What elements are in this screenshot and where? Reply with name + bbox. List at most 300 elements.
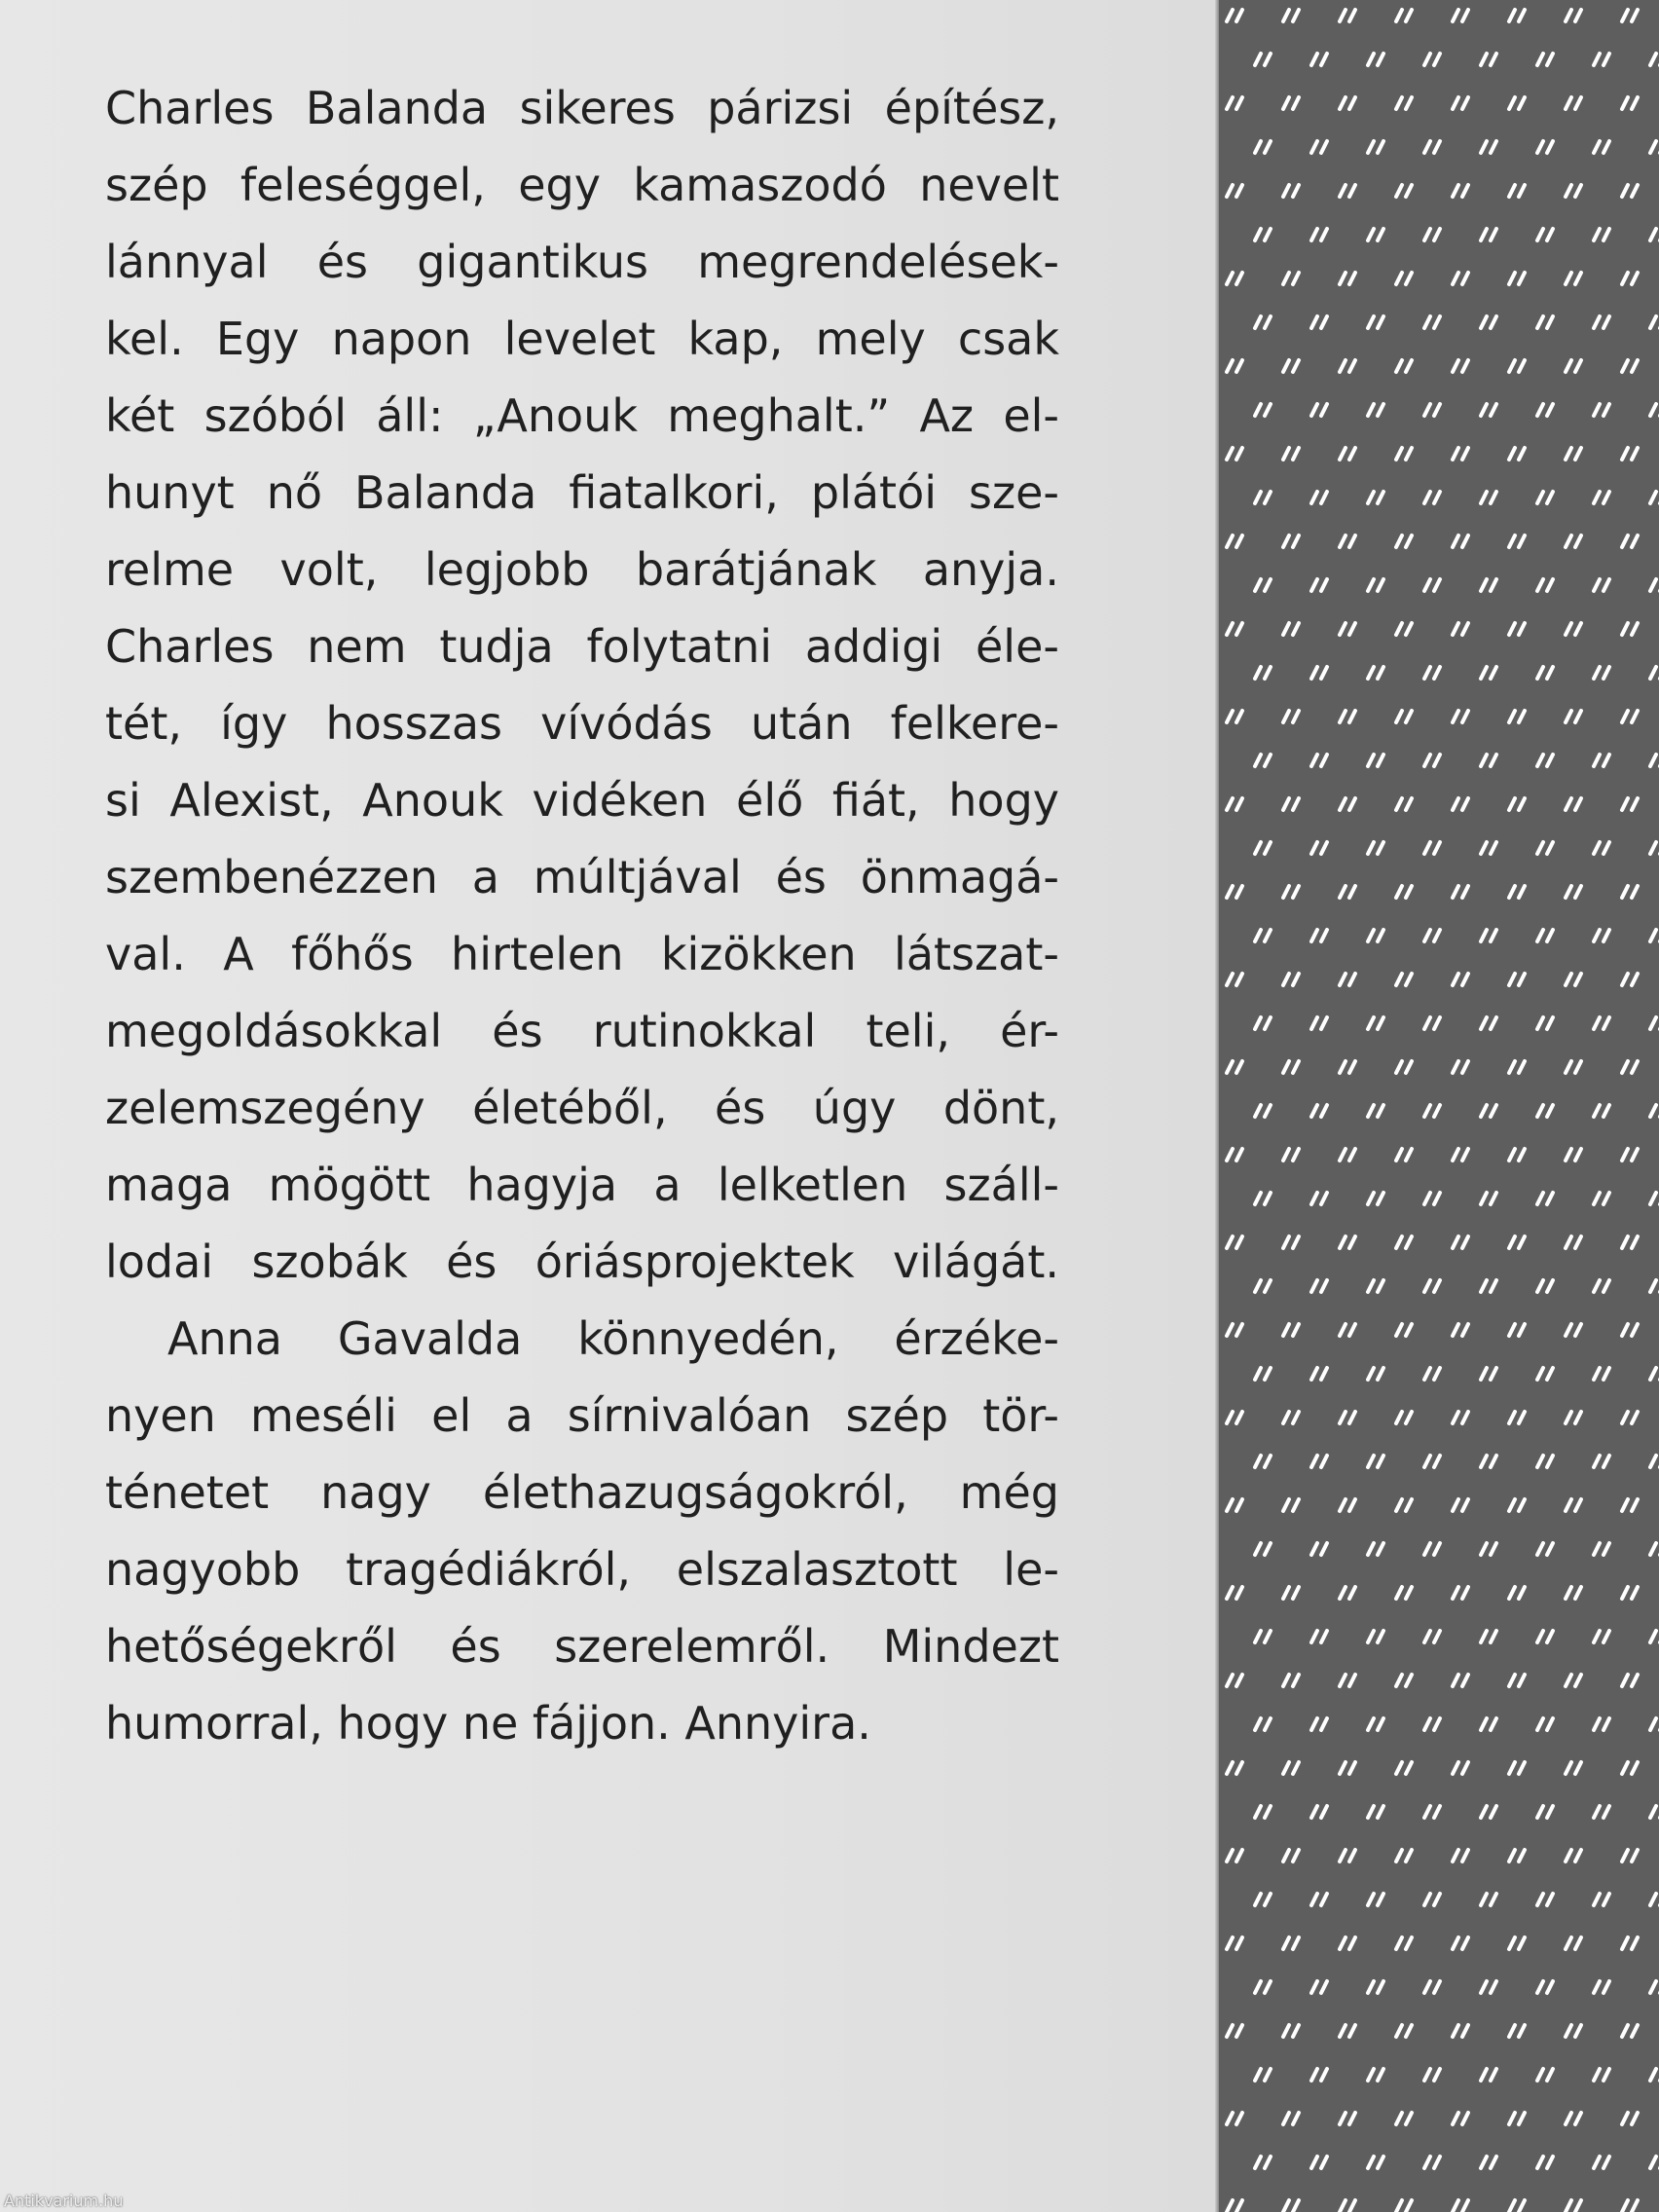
quote-mark-glyph <box>1650 141 1659 153</box>
quote-mark-glyph <box>1622 1937 1638 1949</box>
quote-mark-glyph <box>1650 755 1659 766</box>
quote-mark-glyph <box>1255 1718 1271 1730</box>
quote-mark-glyph <box>1368 404 1383 416</box>
quote-mark-glyph <box>1594 1456 1609 1467</box>
quote-mark-glyph <box>1537 229 1553 240</box>
quote-mark-glyph <box>1255 930 1271 941</box>
quote-mark-glyph <box>1650 1017 1659 1029</box>
decorative-pattern-strip <box>1219 0 1659 2212</box>
quote-mark-glyph <box>1594 229 1609 240</box>
quote-mark-glyph <box>1368 141 1383 153</box>
quote-mark-glyph <box>1424 1368 1440 1380</box>
quote-mark-glyph <box>1424 2157 1440 2168</box>
quote-mark-glyph <box>1650 1806 1659 1818</box>
quote-mark-glyph <box>1227 1324 1242 1336</box>
quote-mark-glyph <box>1396 448 1412 460</box>
quote-mark-glyph <box>1424 1631 1440 1642</box>
quote-mark-glyph <box>1368 755 1383 766</box>
quote-mark-glyph <box>1255 1368 1271 1380</box>
quote-mark-glyph <box>1283 2200 1299 2212</box>
quote-mark-glyph <box>1650 1631 1659 1642</box>
quote-mark-glyph <box>1283 448 1299 460</box>
quote-mark-glyph <box>1481 1105 1496 1117</box>
quote-mark-glyph <box>1509 1587 1525 1599</box>
quote-mark-glyph <box>1594 1806 1609 1818</box>
quote-mark-glyph <box>1311 1368 1327 1380</box>
quote-mark-glyph <box>1255 229 1271 240</box>
quote-mark-glyph <box>1311 1193 1327 1204</box>
quote-mark-glyph <box>1650 667 1659 679</box>
quote-mark-glyph <box>1481 54 1496 65</box>
quote-mark-glyph <box>1283 2025 1299 2037</box>
quote-mark-glyph <box>1650 930 1659 941</box>
quote-mark-glyph <box>1622 1850 1638 1862</box>
quote-mark-glyph <box>1311 1017 1327 1029</box>
quote-mark-glyph <box>1594 1193 1609 1204</box>
quote-mark-glyph <box>1453 1850 1468 1862</box>
quote-mark-glyph <box>1311 1543 1327 1555</box>
blurb-line: nyen meséli el a sírnivalóan szép tör- <box>105 1389 1059 1442</box>
quote-mark-glyph <box>1566 1675 1581 1686</box>
quote-mark-glyph <box>1509 623 1525 635</box>
quote-mark-glyph <box>1340 798 1355 810</box>
quote-mark-glyph <box>1453 1499 1468 1511</box>
quote-mark-glyph <box>1537 1280 1553 1292</box>
quote-mark-glyph <box>1255 1193 1271 1204</box>
quote-mark-glyph <box>1622 623 1638 635</box>
quote-mark-glyph <box>1283 1762 1299 1774</box>
quote-mark-glyph <box>1566 535 1581 547</box>
quote-mark-glyph <box>1566 273 1581 284</box>
quote-mark-glyph <box>1453 711 1468 722</box>
blurb-line: nagyobb tragédiákról, elszalasztott le- <box>105 1543 1059 1596</box>
quote-mark-glyph <box>1396 1850 1412 1862</box>
quote-mark-glyph <box>1537 54 1553 65</box>
quote-mark-glyph <box>1537 492 1553 503</box>
quote-mark-glyph <box>1283 273 1299 284</box>
quote-mark-glyph <box>1368 667 1383 679</box>
blurb-line: ténetet nagy élethazugságokról, még <box>105 1466 1059 1519</box>
quote-mark-glyph <box>1566 2200 1581 2212</box>
quote-mark-glyph <box>1650 1368 1659 1380</box>
quote-mark-glyph <box>1537 1105 1553 1117</box>
quote-mark-glyph <box>1566 1236 1581 1248</box>
quote-mark-glyph <box>1453 273 1468 284</box>
quote-mark-glyph <box>1594 54 1609 65</box>
quote-mark-glyph <box>1566 10 1581 21</box>
quote-mark-glyph <box>1396 2200 1412 2212</box>
quote-mark-glyph <box>1283 798 1299 810</box>
quote-mark-glyph <box>1594 755 1609 766</box>
quote-mark-glyph <box>1622 1236 1638 1248</box>
quote-mark-glyph <box>1396 711 1412 722</box>
quote-mark-glyph <box>1481 1017 1496 1029</box>
quote-mark-glyph <box>1227 273 1242 284</box>
quote-mark-glyph <box>1537 1368 1553 1380</box>
quote-mark-glyph <box>1340 273 1355 284</box>
quote-mark-glyph <box>1453 10 1468 21</box>
quote-mark-glyph <box>1453 97 1468 109</box>
quote-mark-glyph <box>1509 535 1525 547</box>
quote-mark-glyph <box>1396 1324 1412 1336</box>
quote-mark-glyph <box>1566 798 1581 810</box>
quote-mark-glyph <box>1396 10 1412 21</box>
quote-mark-glyph <box>1566 2025 1581 2037</box>
quote-mark-glyph <box>1424 1806 1440 1818</box>
quote-mark-glyph <box>1396 535 1412 547</box>
quote-mark-glyph <box>1368 1981 1383 1993</box>
quote-mark-glyph <box>1650 229 1659 240</box>
blurb-text <box>105 70 1059 1762</box>
quote-mark-glyph <box>1453 1061 1468 1073</box>
quote-mark-glyph <box>1622 1324 1638 1336</box>
quote-mark-glyph <box>1424 141 1440 153</box>
quote-mark-glyph <box>1227 1149 1242 1161</box>
quote-mark-glyph <box>1227 1236 1242 1248</box>
quote-mark-glyph <box>1227 1587 1242 1599</box>
quote-mark-glyph <box>1311 1981 1327 1993</box>
quote-mark-glyph <box>1650 1718 1659 1730</box>
quote-mark-glyph <box>1340 97 1355 109</box>
quote-mark-glyph <box>1255 1456 1271 1467</box>
quote-mark-glyph <box>1255 1806 1271 1818</box>
quote-mark-glyph <box>1594 1368 1609 1380</box>
quote-mark-glyph <box>1566 1061 1581 1073</box>
quote-mark-glyph <box>1453 1587 1468 1599</box>
quote-mark-glyph <box>1340 1412 1355 1423</box>
quote-mark-glyph <box>1227 2113 1242 2124</box>
quote-mark-glyph <box>1255 1981 1271 1993</box>
quote-mark-glyph <box>1566 1850 1581 1862</box>
quote-mark-glyph <box>1509 97 1525 109</box>
quote-mark-glyph <box>1537 755 1553 766</box>
blurb-line: kel. Egy napon levelet kap, mely csak <box>105 313 1059 365</box>
blurb-line: szép feleséggel, egy kamaszodó nevelt <box>105 159 1059 211</box>
quote-mark-glyph <box>1509 360 1525 372</box>
quote-mark-glyph <box>1566 448 1581 460</box>
quote-mark-glyph <box>1340 2200 1355 2212</box>
quote-mark-glyph <box>1481 2069 1496 2081</box>
blurb-line: szembenézzen a múltjával és önmagá- <box>105 851 1059 903</box>
quote-mark-glyph <box>1622 97 1638 109</box>
quote-mark-glyph <box>1283 886 1299 898</box>
quote-mark-glyph <box>1227 711 1242 722</box>
quote-mark-glyph <box>1227 1850 1242 1862</box>
quote-mark-glyph <box>1368 1718 1383 1730</box>
quote-mark-glyph <box>1622 360 1638 372</box>
quote-mark-glyph <box>1368 54 1383 65</box>
quote-mark-glyph <box>1311 579 1327 591</box>
quote-mark-glyph <box>1340 10 1355 21</box>
quote-mark-glyph <box>1509 273 1525 284</box>
quote-mark-glyph <box>1594 667 1609 679</box>
quote-mark-glyph <box>1622 185 1638 197</box>
quote-mark-glyph <box>1368 579 1383 591</box>
blurb-line: lánnyal és gigantikus megrendelések- <box>105 236 1059 288</box>
quote-mark-glyph <box>1509 1412 1525 1423</box>
quote-mark-glyph <box>1566 185 1581 197</box>
quote-mark-glyph <box>1650 404 1659 416</box>
quote-mark-glyph <box>1537 667 1553 679</box>
quote-mark-glyph <box>1424 1280 1440 1292</box>
quote-mark-glyph <box>1453 798 1468 810</box>
quote-mark-glyph <box>1453 886 1468 898</box>
quote-mark-glyph <box>1340 1762 1355 1774</box>
quote-mark-glyph <box>1650 1543 1659 1555</box>
quote-mark-glyph <box>1340 886 1355 898</box>
quote-mark-glyph <box>1650 2069 1659 2081</box>
quote-mark-glyph <box>1340 1675 1355 1686</box>
blurb-line: hetőségekről és szerelemről. Mindezt <box>105 1620 1059 1673</box>
quote-mark-glyph <box>1453 1324 1468 1336</box>
quote-mark-glyph <box>1481 1894 1496 1905</box>
quote-mark-glyph <box>1227 2200 1242 2212</box>
quote-mark-glyph <box>1396 1061 1412 1073</box>
quote-mark-glyph <box>1283 711 1299 722</box>
quote-mark-glyph <box>1622 273 1638 284</box>
quote-mark-glyph <box>1622 1499 1638 1511</box>
quote-mark-glyph <box>1481 2157 1496 2168</box>
quote-mark-glyph <box>1311 1894 1327 1905</box>
quote-mark-glyph <box>1509 886 1525 898</box>
quote-mark-glyph <box>1424 1981 1440 1993</box>
quote-mark-glyph <box>1311 492 1327 503</box>
blurb-line: tét, így hosszas vívódás után felkere- <box>105 697 1059 750</box>
quote-mark-glyph <box>1594 2157 1609 2168</box>
quote-mark-glyph <box>1227 1061 1242 1073</box>
quote-mark-glyph <box>1255 1543 1271 1555</box>
quote-mark-glyph <box>1227 623 1242 635</box>
quote-mark-glyph <box>1453 1762 1468 1774</box>
quote-mark-glyph <box>1311 667 1327 679</box>
quote-mark-glyph <box>1255 1631 1271 1642</box>
quote-mark-glyph <box>1622 10 1638 21</box>
quote-mark-glyph <box>1509 798 1525 810</box>
quote-mark-glyph <box>1340 360 1355 372</box>
quote-mark-glyph <box>1283 1412 1299 1423</box>
quote-mark-glyph <box>1368 1456 1383 1467</box>
quote-mark-glyph <box>1537 1017 1553 1029</box>
blurb-line: zelemszegény életéből, és úgy dönt, <box>105 1082 1059 1134</box>
quote-mark-glyph <box>1622 1675 1638 1686</box>
quote-mark-glyph <box>1537 141 1553 153</box>
quote-mark-glyph <box>1509 10 1525 21</box>
quote-mark-glyph <box>1424 1193 1440 1204</box>
quote-mark-glyph <box>1255 755 1271 766</box>
quote-mark-glyph <box>1283 1937 1299 1949</box>
quote-mark-glyph <box>1368 492 1383 503</box>
quote-mark-glyph <box>1509 1061 1525 1073</box>
quote-mark-glyph <box>1481 1806 1496 1818</box>
quote-mark-glyph <box>1283 535 1299 547</box>
quote-mark-glyph <box>1622 711 1638 722</box>
quote-mark-glyph <box>1396 97 1412 109</box>
quote-mark-glyph <box>1594 1105 1609 1117</box>
quote-mark-glyph <box>1227 798 1242 810</box>
blurb-line: Charles nem tudja folytatni addigi éle- <box>105 620 1059 673</box>
quote-mark-glyph <box>1650 842 1659 854</box>
quote-mark-glyph <box>1594 404 1609 416</box>
quote-mark-glyph <box>1650 1894 1659 1905</box>
quote-mark-glyph <box>1622 886 1638 898</box>
quote-mark-glyph <box>1509 2113 1525 2124</box>
quote-mark-glyph <box>1481 492 1496 503</box>
quote-mark-glyph <box>1594 1543 1609 1555</box>
quote-mark-glyph <box>1368 1631 1383 1642</box>
quote-mark-glyph <box>1481 404 1496 416</box>
quote-mark-glyph <box>1650 492 1659 503</box>
quote-mark-glyph <box>1340 535 1355 547</box>
quote-mark-glyph <box>1283 360 1299 372</box>
blurb-line: hunyt nő Balanda fiatalkori, plátói sze- <box>105 466 1059 519</box>
quote-mark-glyph <box>1368 1280 1383 1292</box>
quote-mark-glyph <box>1509 1236 1525 1248</box>
quote-mark-glyph <box>1509 185 1525 197</box>
quote-mark-glyph <box>1396 886 1412 898</box>
quote-mark-glyph <box>1537 842 1553 854</box>
quote-mark-glyph <box>1311 141 1327 153</box>
quote-mark-glyph <box>1311 54 1327 65</box>
quote-mark-glyph <box>1453 2025 1468 2037</box>
quote-mark-glyph <box>1566 974 1581 985</box>
quote-mark-glyph <box>1509 448 1525 460</box>
quote-mark-glyph <box>1537 930 1553 941</box>
quote-mark-glyph <box>1283 1675 1299 1686</box>
quote-mark-glyph <box>1509 1675 1525 1686</box>
quote-mark-glyph <box>1424 667 1440 679</box>
quote-mark-glyph <box>1396 360 1412 372</box>
quote-mark-glyph <box>1340 1149 1355 1161</box>
quote-mark-glyph <box>1283 1149 1299 1161</box>
quote-mark-glyph <box>1509 2200 1525 2212</box>
quote-mark-glyph <box>1453 1937 1468 1949</box>
blurb-line: lodai szobák és óriásprojektek világát. <box>105 1235 1059 1288</box>
quote-mark-glyph <box>1424 1718 1440 1730</box>
quote-mark-glyph <box>1481 1368 1496 1380</box>
quote-mark-glyph <box>1396 1149 1412 1161</box>
quote-mark-glyph <box>1396 974 1412 985</box>
quote-mark-glyph <box>1227 886 1242 898</box>
quote-mark-glyph <box>1368 930 1383 941</box>
quote-mark-glyph <box>1424 1017 1440 1029</box>
blurb-line: maga mögött hagyja a lelketlen száll- <box>105 1159 1059 1211</box>
quote-mark-glyph <box>1622 2025 1638 2037</box>
quote-mark-glyph <box>1481 1280 1496 1292</box>
quote-mark-glyph <box>1396 623 1412 635</box>
quote-mark-glyph <box>1311 2157 1327 2168</box>
quote-mark-glyph <box>1396 2025 1412 2037</box>
quote-mark-glyph <box>1368 1894 1383 1905</box>
quote-mark-glyph <box>1453 2200 1468 2212</box>
quote-mark-glyph <box>1368 1806 1383 1818</box>
quote-mark-glyph <box>1566 1587 1581 1599</box>
quote-mark-glyph <box>1622 535 1638 547</box>
quote-mark-glyph <box>1283 10 1299 21</box>
quote-mark-glyph <box>1594 579 1609 591</box>
quote-mark-glyph <box>1509 2025 1525 2037</box>
quote-mark-glyph <box>1340 448 1355 460</box>
quote-mark-glyph <box>1311 316 1327 328</box>
quote-mark-glyph <box>1537 1193 1553 1204</box>
quote-mark-glyph <box>1622 1149 1638 1161</box>
quote-mark-glyph <box>1340 711 1355 722</box>
quote-mark-glyph <box>1453 1236 1468 1248</box>
quote-mark-glyph <box>1537 579 1553 591</box>
quote-mark-glyph <box>1594 1981 1609 1993</box>
quote-mark-glyph <box>1227 1937 1242 1949</box>
quote-mark-glyph <box>1424 1543 1440 1555</box>
quote-mark-glyph <box>1453 448 1468 460</box>
quote-mark-glyph <box>1509 1499 1525 1511</box>
quote-mark-glyph <box>1396 185 1412 197</box>
quote-mark-glyph <box>1481 1193 1496 1204</box>
quote-mark-glyph <box>1227 448 1242 460</box>
quote-mark-glyph <box>1650 316 1659 328</box>
quote-mark-glyph <box>1340 185 1355 197</box>
quote-mark-glyph <box>1340 1061 1355 1073</box>
quote-mark-glyph <box>1566 1937 1581 1949</box>
quote-mark-glyph <box>1227 10 1242 21</box>
quote-mark-glyph <box>1509 1324 1525 1336</box>
quote-mark-glyph <box>1509 1850 1525 1862</box>
quote-mark-glyph <box>1340 1937 1355 1949</box>
quote-mark-glyph <box>1424 1894 1440 1905</box>
quote-mark-glyph <box>1311 842 1327 854</box>
quote-mark-glyph <box>1283 2113 1299 2124</box>
quote-mark-glyph <box>1396 1499 1412 1511</box>
quote-mark-glyph <box>1396 798 1412 810</box>
quote-mark-glyph <box>1255 667 1271 679</box>
quote-mark-glyph <box>1453 1675 1468 1686</box>
quote-mark-glyph <box>1453 1149 1468 1161</box>
quote-mark-glyph <box>1424 1105 1440 1117</box>
quote-mark-glyph <box>1594 842 1609 854</box>
quote-mark-glyph <box>1311 1105 1327 1117</box>
quote-mark-glyph <box>1481 1456 1496 1467</box>
quote-mark-glyph <box>1227 1412 1242 1423</box>
quote-mark-glyph <box>1227 1499 1242 1511</box>
quote-mark-glyph <box>1622 798 1638 810</box>
quote-mark-glyph <box>1509 1149 1525 1161</box>
quote-mark-glyph <box>1481 141 1496 153</box>
quote-mark-glyph <box>1368 229 1383 240</box>
quote-mark-glyph <box>1340 1499 1355 1511</box>
quote-mark-glyph <box>1227 97 1242 109</box>
quote-mark-glyph <box>1283 623 1299 635</box>
quote-mark-glyph <box>1340 1236 1355 1248</box>
quote-mark-glyph <box>1396 273 1412 284</box>
blurb-line: két szóból áll: „Anouk meghalt.” Az el- <box>105 389 1059 442</box>
quote-mark-glyph <box>1537 1806 1553 1818</box>
quote-mark-glyph <box>1650 1193 1659 1204</box>
quote-mark-glyph <box>1481 316 1496 328</box>
quote-mark-glyph <box>1255 1017 1271 1029</box>
quote-mark-glyph <box>1368 316 1383 328</box>
quote-mark-glyph <box>1424 930 1440 941</box>
blurb-line: megoldásokkal és rutinokkal teli, ér- <box>105 1005 1059 1057</box>
quote-mark-glyph <box>1509 711 1525 722</box>
quote-mark-glyph <box>1594 316 1609 328</box>
quote-mark-glyph <box>1481 579 1496 591</box>
quote-mark-glyph <box>1622 448 1638 460</box>
quote-mark-glyph <box>1537 1543 1553 1555</box>
quote-mark-glyph <box>1537 1456 1553 1467</box>
quote-mark-glyph <box>1594 2069 1609 2081</box>
quote-mark-glyph <box>1424 404 1440 416</box>
quote-mark-glyph <box>1481 1543 1496 1555</box>
quote-mark-glyph <box>1509 974 1525 985</box>
quote-mark-glyph <box>1255 842 1271 854</box>
